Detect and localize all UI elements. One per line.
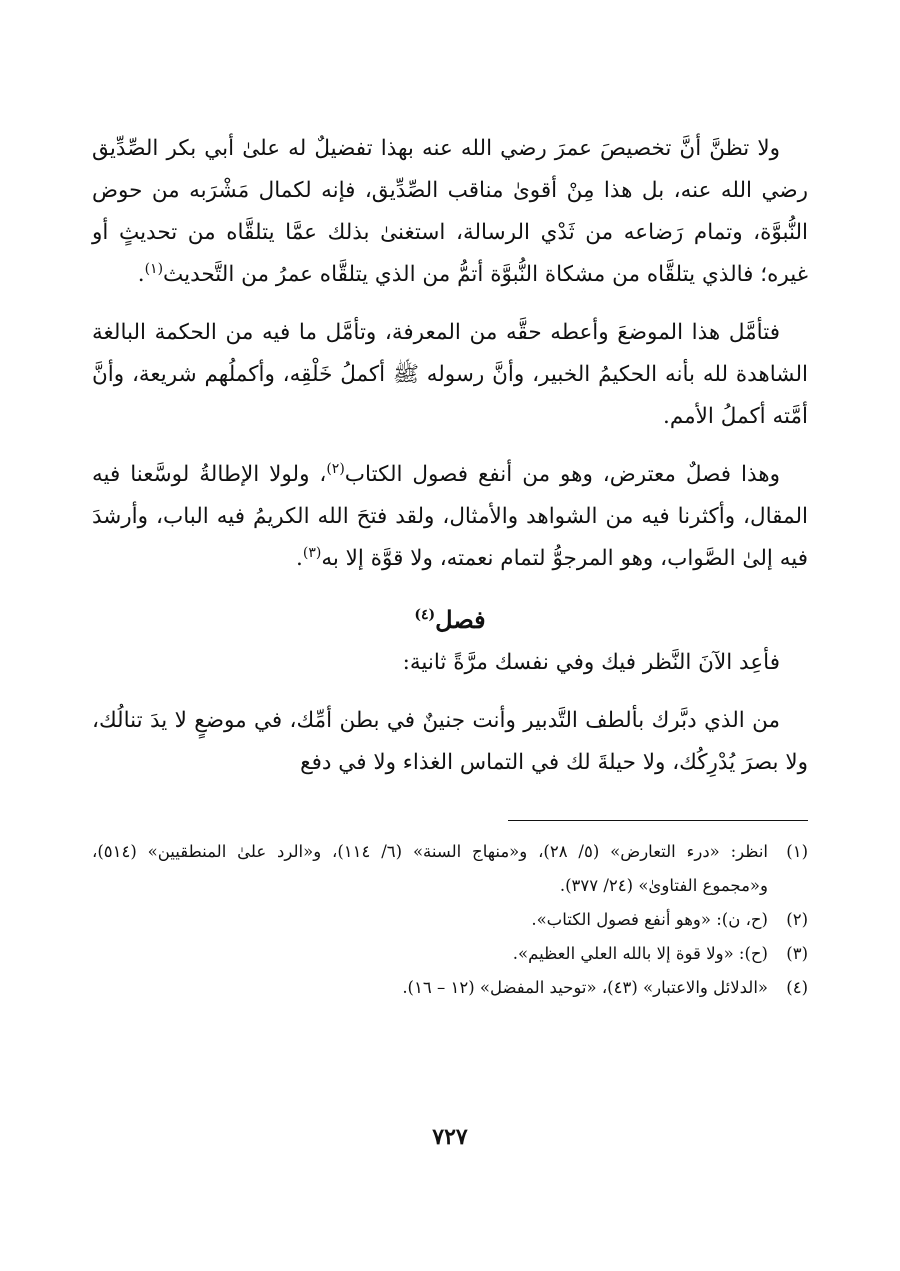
footnote-ref-3[interactable]: (٣) xyxy=(302,544,322,561)
footnote-3 xyxy=(92,937,808,971)
paragraph-5-text: من الذي دبَّرك بألطف التَّدبير وأنت جنينٌ في بطن أمِّك، في موضعٍ لا يدَ تنالُك، ولا بصرَ يُدْرِكُك، ولا حيلةَ لك في التماس الغذاء ولا في دفع xyxy=(92,708,808,775)
paragraph-3-text: وهذا فصلٌ معترض، وهو من أنفع فصول الكتاب xyxy=(344,462,780,487)
paragraph-1 xyxy=(92,128,808,296)
page-number: ٧٢٧ xyxy=(432,1124,468,1150)
paragraph-2-text: فتأمَّل هذا الموضعَ وأعطه حقَّه من المعرفة، وتأمَّل ما فيه من الحكمة البالغة الشاهدة لله بأنه الحكيمُ الخبير، وأنَّ رسوله ﷺ أكملُ خَلْقِه، وأكملُهم شريعة، وأنَّ أمَّته أكملُ الأمم. xyxy=(92,320,808,429)
section-heading-text: فصل xyxy=(435,605,486,634)
paragraph-3-tail: ، ولولا الإطالةُ لوسَّعنا فيه المقال، وأكثرنا فيه من الشواهد والأمثال، ولقد فتحَ الله الكريمُ فيه الباب، وأرشدَ فيه إلىٰ الصَّواب، وهو المرجوُّ لتمام نعمته، ولا قوَّة إلا به xyxy=(92,462,808,571)
paragraph-2 xyxy=(92,312,808,438)
paragraph-3 xyxy=(92,454,808,580)
footnote-text: (ح): «ولا قوة إلا بالله العلي العظيم». xyxy=(512,944,768,963)
paragraph-1-text: ولا تظنَّ أنَّ تخصيصَ عمرَ رضي الله عنه بهذا تفضيلٌ له علىٰ أبي بكر الصِّدِّيق رضي الله عنه، بل هذا مِنْ أقوىٰ مناقب الصِّدِّيق، فإنه لكمال مَشْرَبه من حوض النُّبوَّة، وتمام رَضاعه من ثَدْي الرسالة، استغنىٰ بذلك عمَّا يتلقَّاه من تحديثٍ أو غيره؛ فالذي يتلقَّاه من مشكاة النُّبوَّة أتمُّ من الذي يتلقَّاه عمرُ من التَّحديث xyxy=(92,136,808,287)
footnote-4 xyxy=(92,971,808,1005)
footnote-number: (٢) xyxy=(786,910,808,929)
footnote-ref-1[interactable]: (١) xyxy=(144,260,164,277)
section-heading xyxy=(92,600,808,640)
footnote-text: انظر: «درء التعارض» (٥/ ٢٨)، و«منهاج السنة» (٦/ ١١٤)، و«الرد علىٰ المنطقيين» (٥١٤)، و«مجموع الفتاوىٰ» (٢٤/ ٣٧٧). xyxy=(92,842,768,895)
footnote-ref-2[interactable]: (٢) xyxy=(326,460,345,477)
paragraph-5 xyxy=(92,700,808,784)
footnote-ref-4[interactable]: (٤) xyxy=(414,607,436,623)
paragraph-4-text: فأعِد الآنَ النَّظر فيك وفي نفسك مرَّةً ثانية: xyxy=(402,650,780,675)
footnote-number: (٣) xyxy=(786,944,808,963)
footnote-1 xyxy=(92,835,808,903)
footnote-number: (٤) xyxy=(786,978,808,997)
footnote-text: (ح، ن): «وهو أنفع فصول الكتاب». xyxy=(531,910,768,929)
paragraph-3-tail-end: . xyxy=(296,546,303,571)
footnote-number: (١) xyxy=(786,842,808,861)
footnote-2 xyxy=(92,903,808,937)
footnote-separator xyxy=(508,820,808,821)
paragraph-4 xyxy=(92,642,808,684)
paragraph-1-tail: . xyxy=(137,262,145,287)
footnote-text: «الدلائل والاعتبار» (٤٣)، «توحيد المفضل» (١٢ – ١٦). xyxy=(402,978,768,997)
footnotes xyxy=(92,835,808,1005)
